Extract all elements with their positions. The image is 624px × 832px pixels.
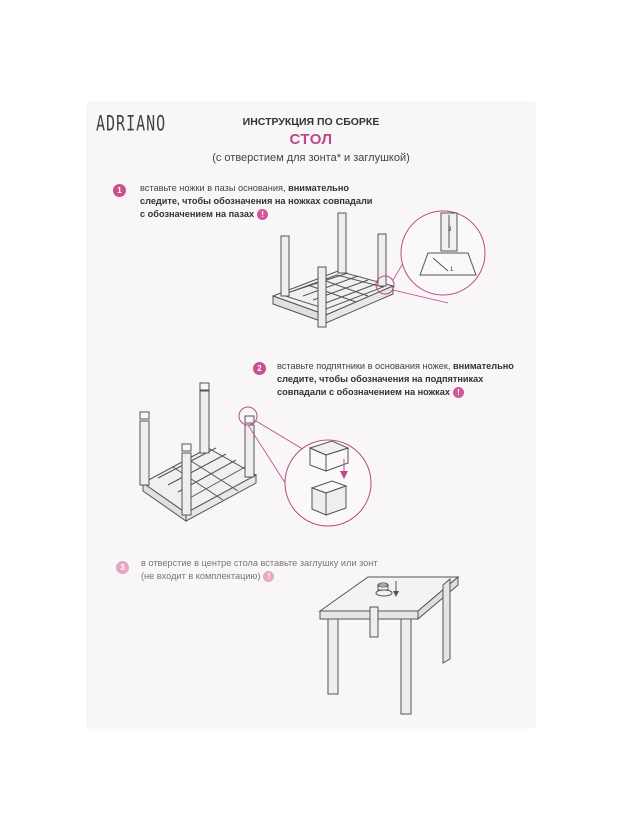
step-2-number: 2 — [253, 362, 266, 375]
step-3-illustration — [88, 103, 534, 727]
step-1-text: вставьте ножки в пазы основания, — [140, 183, 286, 193]
step-1-warning-icon: ! — [257, 209, 268, 220]
instruction-sheet — [88, 103, 534, 727]
step-2-emphasis-2: следите, чтобы обозначения на подпятниках — [277, 374, 484, 384]
step-1-emphasis-1: внимательно — [288, 183, 349, 193]
step-3-text-line-1: в отверстие в центре стола вставьте заглушку или зонт — [141, 558, 378, 568]
brand-logo: ADRIANO — [96, 111, 167, 137]
step-2-text: вставьте подпятники в основания ножек, — [277, 361, 451, 371]
step-1-emphasis-3: с обозначением на пазах — [140, 209, 255, 219]
leg-mark-a: 3 — [448, 227, 452, 233]
step-3-number: 3 — [116, 561, 129, 574]
step-2-warning-icon: ! — [453, 387, 464, 398]
instruction-title: ИНСТРУКЦИЯ ПО СБОРКЕ — [242, 116, 380, 128]
step-1-number: 1 — [113, 184, 126, 197]
step-3-text-line-2: (не входит в комплектацию) — [141, 571, 261, 581]
slot-mark: 1 — [450, 267, 454, 273]
step-2-emphasis-3: совпадали с обозначением на ножках — [277, 387, 451, 397]
step-2-emphasis-1: внимательно — [453, 361, 514, 371]
product-subtitle: (с отверстием для зонта* и заглушкой) — [212, 152, 410, 164]
step-3-warning-icon: ! — [263, 571, 274, 582]
step-1-emphasis-2: следите, чтобы обозначения на ножках совпадали — [140, 196, 373, 206]
product-name: СТОЛ — [289, 131, 333, 148]
